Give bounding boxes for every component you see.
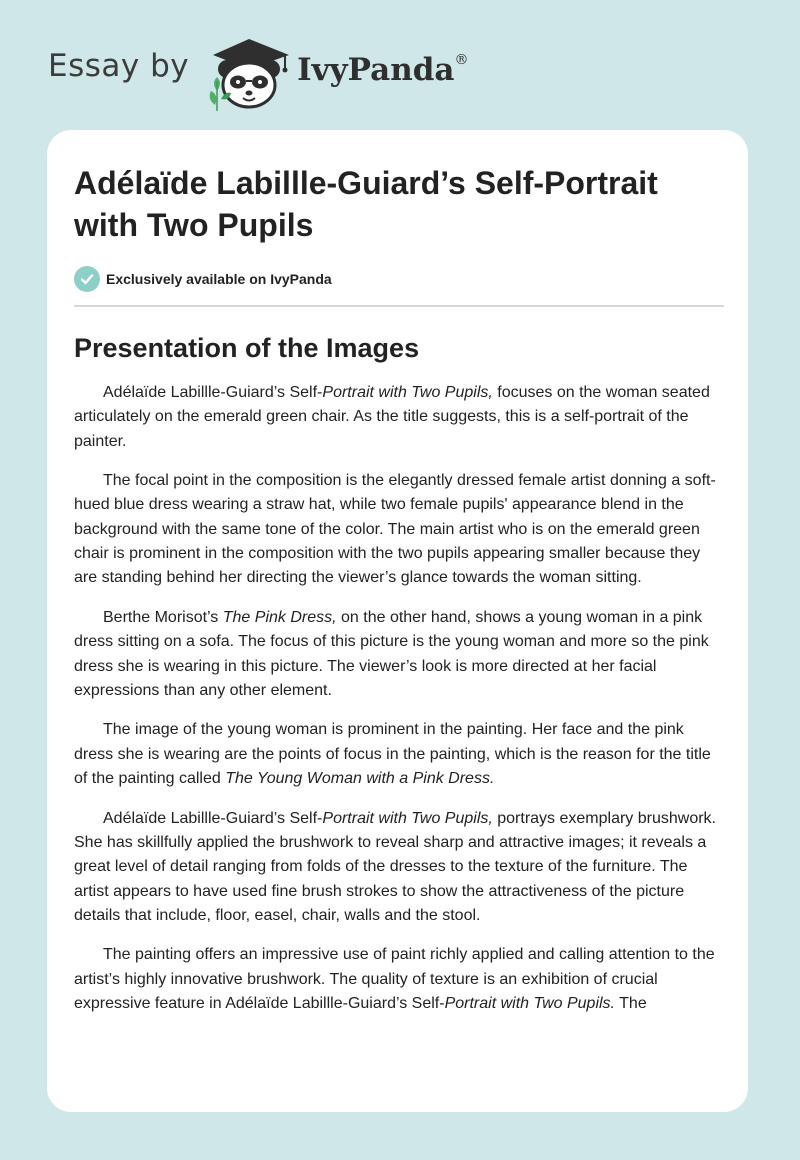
article-body bbox=[74, 381, 724, 1016]
paragraph bbox=[74, 469, 724, 590]
article-card bbox=[47, 130, 748, 1112]
italic-title-text: Portrait with Two Pupils, bbox=[322, 384, 493, 401]
check-icon bbox=[74, 266, 100, 292]
paragraph bbox=[74, 943, 724, 1016]
paragraph-text: on the other hand, shows a young woman in a pink dress sitting on a sofa. The focus of this picture is the young woman and more so the pink dress she is wearing in this picture. The viewer’s look is more directed at her facial expressions than any other element. bbox=[74, 608, 709, 699]
paragraph bbox=[74, 807, 724, 928]
paragraph-text: Berthe Morisot’s bbox=[103, 608, 223, 626]
paragraph-text: The image of the young woman is prominent in the painting. Her face and the pink dress she is wearing are the points of focus in the painting, which is the reason for the title of the painting called bbox=[74, 721, 711, 788]
paragraph-text: Adélaïde Labillle-Guiard’s Self- bbox=[103, 384, 323, 401]
divider bbox=[74, 305, 724, 307]
italic-title-text: The Young Woman with a Pink Dress. bbox=[225, 770, 495, 788]
paragraph-text: The focal point in the composition is the elegantly dressed female artist donning a soft-hued blue dress wearing a straw hat, while two female pupils' appearance blend in the background with the same tone of the color. The main artist who is on the emerald green chair is prominent in the composition with the two pupils appearing smaller because they are standing behind her directing the viewer’s glance towards the woman sitting. bbox=[74, 472, 716, 587]
paragraph bbox=[74, 718, 724, 791]
paragraph bbox=[74, 606, 724, 703]
ivypanda-logo-text: IvyPanda® bbox=[297, 52, 469, 88]
ivypanda-mascot-icon bbox=[203, 33, 295, 113]
article-title: Adélaïde Labillle-Guiard’s Self-Portrait with Two Pupils bbox=[74, 165, 658, 243]
italic-title-text: The Pink Dress, bbox=[222, 608, 337, 626]
section-heading: Presentation of the Images bbox=[74, 333, 420, 363]
paragraph-text: Adélaïde Labillle-Guiard’s Self- bbox=[103, 809, 323, 827]
site-brand[interactable] bbox=[48, 28, 469, 118]
italic-title-text: Portrait with Two Pupils. bbox=[444, 995, 615, 1013]
paragraph-text: The bbox=[615, 995, 647, 1013]
exclusive-label: Exclusively available on IvyPanda bbox=[106, 271, 332, 287]
paragraph-text: The painting offers an impressive use of paint richly applied and calling attention to the artist’s highly innovative brushwork. The quality of texture is an exhibition of crucial expressive feature in Adélaïde Labillle-Guiard’s Self- bbox=[74, 946, 715, 1013]
exclusive-badge bbox=[74, 266, 724, 292]
italic-title-text: Portrait with Two Pupils, bbox=[322, 809, 493, 827]
essay-by-label: Essay by bbox=[48, 48, 190, 84]
paragraph-text: portrays exemplary brushwork. She has skillfully applied the brushwork to reveal sharp and attractive images; it reveals a great level of detail ranging from folds of the dresses to the texture of the furniture. The artist appears to have used fine brush strokes to show the attractiveness of the picture details that include, floor, easel, chair, walls and the stool. bbox=[74, 809, 716, 924]
paragraph-text: focuses on the woman seated articulately on the emerald green chair. As the title suggests, this is a self-portrait of the painter. bbox=[74, 384, 710, 450]
paragraph bbox=[74, 381, 724, 454]
